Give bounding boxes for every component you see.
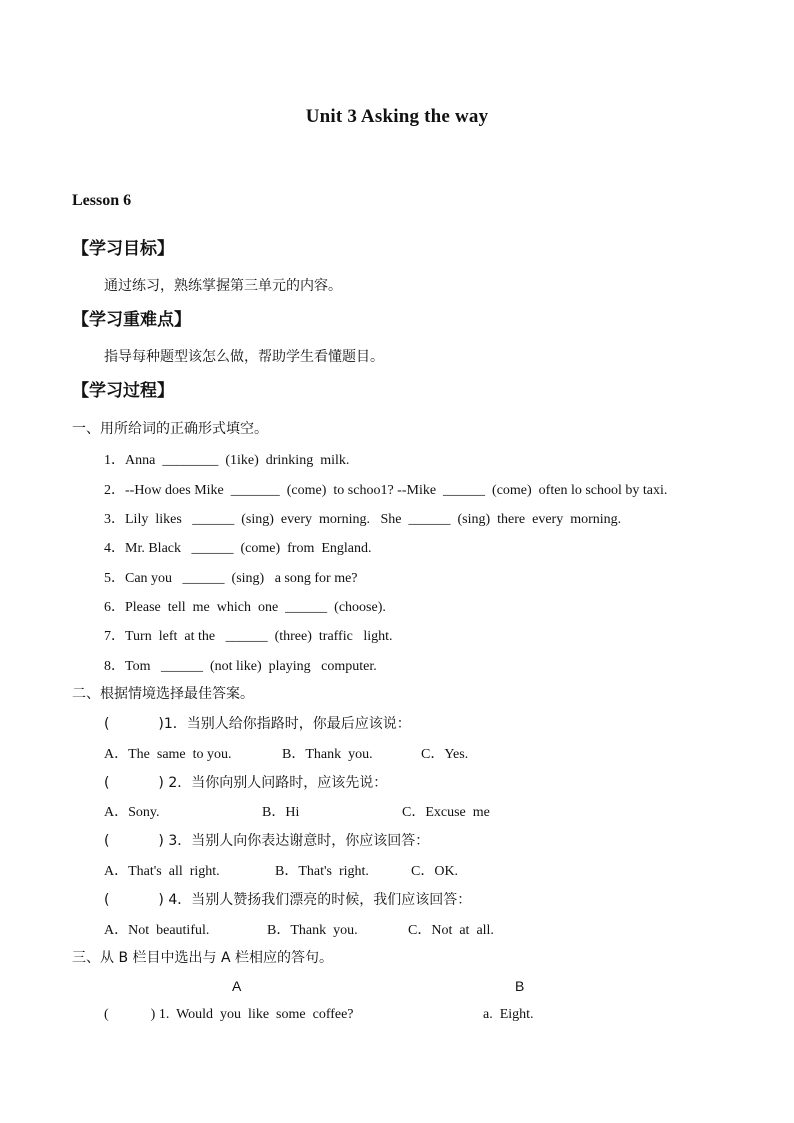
- choice-stem: ( )1．当别人给你指路时，你最后应该说：: [104, 716, 411, 732]
- choice-stem: ( ) 3．当别人向你表达谢意时，你应该回答：: [104, 833, 430, 849]
- match-question: ( ) 1. Would you like some coffee?: [104, 1007, 354, 1022]
- column-a-header: A: [232, 978, 242, 994]
- choice-option: A．That's all right.: [104, 864, 220, 879]
- fill-item: 2．--How does Mike _______ (come) to schoo1? --Mike ______ (come) often lo school by taxi.: [104, 483, 668, 498]
- choice-option: B．Hi: [262, 805, 300, 820]
- fill-item: 3．Lily likes ______ (sing) every morning. She ______ (sing) there every morning.: [104, 512, 622, 527]
- choice-option: C．Yes.: [421, 747, 469, 762]
- fill-item: 5．Can you ______ (sing) a song for me?: [104, 571, 358, 586]
- choice-option: C．Not at all.: [408, 923, 494, 938]
- lesson-heading: Lesson 6: [72, 192, 132, 209]
- match-answer: a. Eight.: [483, 1007, 534, 1022]
- choice-stem: ( ) 4．当别人赞扬我们漂亮的时候，我们应该回答：: [104, 892, 472, 908]
- fill-item: 1．Anna ________ (1ike) drinking milk.: [104, 453, 350, 468]
- fill-item: 6．Please tell me which one ______ (choose).: [104, 600, 386, 615]
- choice-option: C．Excuse me: [402, 805, 490, 820]
- goal-text: 通过练习，熟练掌握第三单元的内容。: [104, 278, 342, 294]
- choice-option: C．OK.: [411, 864, 459, 879]
- fill-item: 8．Tom ______ (not like) playing computer.: [104, 659, 377, 674]
- goal-heading: 【学习目标】: [72, 239, 174, 259]
- choice-option: A．The same to you.: [104, 747, 232, 762]
- choice-option: B．That's right.: [275, 864, 369, 879]
- choice-option: A．Sony.: [104, 805, 160, 820]
- fill-item: 7．Turn left at the ______ (three) traffic light.: [104, 629, 393, 644]
- choice-option: B．Thank you.: [267, 923, 358, 938]
- choice-option: B．Thank you.: [282, 747, 373, 762]
- focus-heading: 【学习重难点】: [72, 310, 191, 330]
- focus-text: 指导每种题型该怎么做，帮助学生看懂题目。: [104, 349, 384, 365]
- choice-stem: ( ) 2．当你向别人问路时，应该先说：: [104, 775, 388, 791]
- part3-heading: 三、从 B 栏目中选出与 A 栏相应的答句。: [72, 950, 333, 966]
- page-title: Unit 3 Asking the way: [305, 106, 489, 127]
- part1-heading: 一、用所给词的正确形式填空。: [72, 421, 268, 437]
- column-b-header: B: [515, 978, 525, 994]
- part2-heading: 二、根据情境选择最佳答案。: [72, 686, 254, 702]
- choice-option: A．Not beautiful.: [104, 923, 210, 938]
- process-heading: 【学习过程】: [72, 381, 174, 401]
- fill-item: 4．Mr. Black ______ (come) from England.: [104, 541, 372, 556]
